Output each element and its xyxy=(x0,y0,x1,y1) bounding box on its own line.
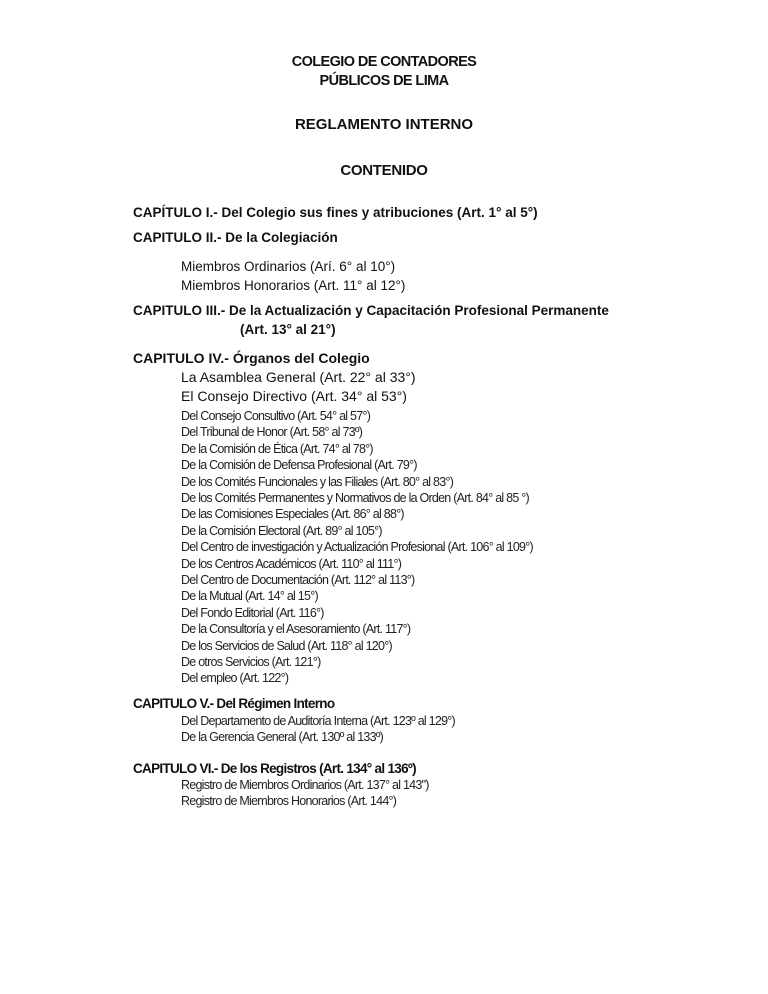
list-item: Registro de Miembros Ordinarios (Art. 137° al 143") xyxy=(181,778,429,792)
chapter-2: CAPITULO II.- De la Colegiación xyxy=(133,230,338,245)
list-item: Del empleo (Art. 122°) xyxy=(181,671,289,686)
list-item: De las Comisiones Especiales (Art. 86° al 88°) xyxy=(181,507,404,522)
list-item: De la Gerencia General (Art. 130º al 133º) xyxy=(181,730,384,744)
list-item: El Consejo Directivo (Art. 34° al 53°) xyxy=(181,388,407,404)
list-item: Del Centro de investigación y Actualización Profesional (Art. 106° al 109°) xyxy=(181,540,533,555)
org-name-line1: COLEGIO DE CONTADORES xyxy=(291,54,477,70)
list-item: Del Fondo Editorial (Art. 116°) xyxy=(181,605,324,620)
list-item: Del Centro de Documentación (Art. 112° al 113°) xyxy=(181,573,415,587)
list-item: De la Comisión Electoral (Art. 89° al 105°) xyxy=(181,523,382,538)
list-item: La Asamblea General (Art. 22° al 33°) xyxy=(181,369,416,385)
list-item: De la Consultoría y el Asesoramiento (Art. 117°) xyxy=(181,622,411,637)
chapter-5: CAPITULO V.- Del Régimen Interno xyxy=(133,696,335,711)
list-item: Del Consejo Consultivo (Art. 54° al 57°) xyxy=(181,409,371,423)
list-item: Miembros Ordinarios (Arí. 6° al 10°) xyxy=(181,259,396,274)
list-item: Miembros Honorarios (Art. 11° al 12°) xyxy=(181,278,406,293)
document-title: REGLAMENTO INTERNO xyxy=(294,116,474,133)
chapter-4: CAPITULO IV.- Órganos del Colegio xyxy=(133,350,370,366)
list-item: Del Departamento de Auditoría Interna (Art. 123º al 129°) xyxy=(181,714,455,728)
list-item: De los Servicios de Salud (Art. 118° al 120°) xyxy=(181,638,392,653)
list-item: De los Comités Funcionales y las Filiales (Art. 80° al 83°) xyxy=(181,474,454,489)
contents-heading: CONTENIDO xyxy=(340,162,428,179)
chapter-3-continuation: (Art. 13° al 21°) xyxy=(240,322,336,337)
list-item: De los Comités Permanentes y Normativos de la Orden (Art. 84° al 85 °) xyxy=(181,491,529,505)
list-item: De los Centros Académicos (Art. 110° al 111°) xyxy=(181,556,402,571)
list-item: De la Comisión de Ética (Art. 74° al 78°) xyxy=(181,441,373,456)
org-name-line2: PÚBLICOS DE LIMA xyxy=(319,73,449,89)
chapter-1: CAPÍTULO I.- Del Colegio sus fines y atribuciones (Art. 1° al 5°) xyxy=(133,205,538,220)
list-item: De la Comisión de Defensa Profesional (Art. 79°) xyxy=(181,458,417,473)
list-item: Registro de Miembros Honorarios (Art. 144°) xyxy=(181,794,397,808)
chapter-3: CAPITULO III.- De la Actualización y Capacitación Profesional Permanente xyxy=(133,303,609,318)
list-item: De la Mutual (Art. 14° al 15°) xyxy=(181,589,318,604)
chapter-6: CAPITULO VI.- De los Registros (Art. 134° al 136º) xyxy=(133,761,416,776)
list-item: De otros Servicios (Art. 121°) xyxy=(181,655,321,669)
list-item: Del Tribunal de Honor (Art. 58° al 73º) xyxy=(181,425,363,440)
